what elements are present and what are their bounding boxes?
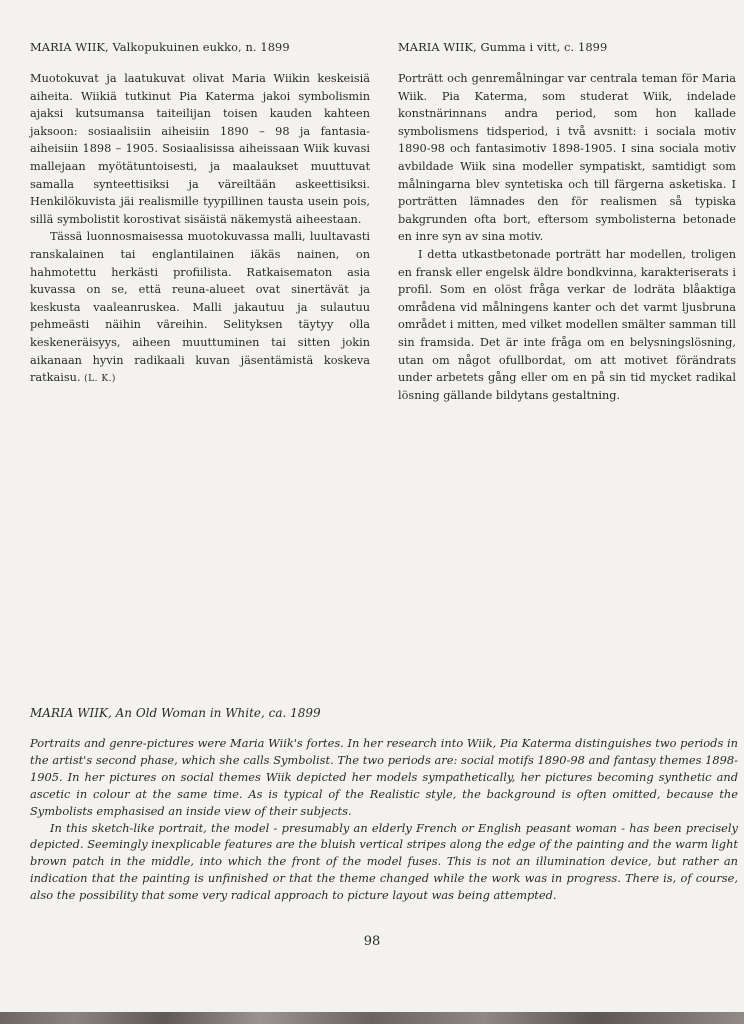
english-paragraph-2: In this sketch-like portrait, the model - presumably an elderly French or English peasant woman - has been precisely depicted. Seemingly inexplicable features are the bluish vertical stripes along the edge of the painting and the warm light brown patch in the middle, into which the front of the model fuses. This is not an illumination device, but rather an indication that the painting is unfinished or that the theme changed while the work was in progress. There is, of course, also the possibility that some very radical approach to picture layout was being attempted. — [30, 820, 738, 903]
finnish-column — [30, 40, 370, 389]
finnish-title: MARIA WIIK, Valkopukuinen eukko, n. 1899 — [30, 40, 290, 54]
english-section — [30, 706, 738, 904]
swedish-title: MARIA WIIK, Gumma i vitt, c. 1899 — [398, 40, 608, 54]
swedish-column — [398, 40, 736, 404]
finnish-paragraph-1: Muotokuvat ja laatukuvat olivat Maria Wiikin keskeisiä aiheita. Wiikiä tutkinut Pia Katerma jakoi symbolismin ajaksi kutsumansa taiteilijan toisen kauden kahteen jaksoon: sosiaalisiin aiheisiin 1890 – 98 ja fantasia-aiheisiin 1898 – 1905. Sosiaalisissa aiheissaan Wiik kuvasi mallejaan myötätuntoisesti, ja maalaukset muuttuvat samalla synteettisiksi ja väreiltään askeettisiksi. Henkilökuvista jäi realismille tyypillinen tausta usein pois, sillä symbolistit korostivat sisäistä näkemystä aiheestaan. — [30, 72, 370, 226]
author-initials: (L. K.) — [84, 374, 116, 385]
english-paragraph-1: Portraits and genre-pictures were Maria Wiik's fortes. In her research into Wiik, Pia Katerma distinguishes two periods in the artist's second phase, which she calls Symbolist. The two periods are: social motifs 1890-98 and fantasy themes 1898-1905. In her pictures on social themes Wiik depicted her models sympathetically, her pictures becoming synthetic and ascetic in colour at the same time. As is typical of the Realistic style, the background is often omitted, because the Symbolists emphasised an inside view of their subjects. — [30, 736, 738, 818]
english-title: MARIA WIIK, An Old Woman in White, ca. 1899 — [30, 706, 321, 720]
page-number: 98 — [363, 934, 381, 949]
finnish-paragraph-2 — [30, 228, 370, 388]
swedish-paragraph-1: Porträtt och genremålningar var centrala teman för Maria Wiik. Pia Katerma, som studerat Wiik, indelade konstnärinnans andra period, som hon kallade symbolismens tidsperiod, i två avsnitt: i sociala motiv 1890-98 och fantasimotiv 1898-1905. I sina sociala motiv avbildade Wiik sina modeller sympatiskt, samtidigt som målningarna blev syntetiska och till färgerna asketiska. I porträtten lämnades den för realismen så typiska bakgrunden ofta bort, eftersom symbolisterna betonade en inre syn av sina motiv. — [398, 72, 736, 244]
scan-bottom-edge — [0, 1012, 744, 1024]
finnish-paragraph-2-text: Tässä luonnosmaisessa muotokuvassa malli, luultavasti ranskalainen tai englantilainen iäkäs nainen, on hahmotettu herkästi profiilista. Ratkaisematon asia kuvassa on se, että reuna-alueet ovat sinertävät ja keskusta vaaleanruskea. Malli jakautuu ja sulautuu pehmeästi näihin väreihin. Selityksen täytyy olla keskeneräisyys, aiheen muuttuminen tai sitten jokin aikanaan hyvin radikaali kuvan jäsentämistä koskeva ratkaisu. — [30, 230, 370, 385]
swedish-paragraph-2: I detta utkastbetonade porträtt har modellen, troligen en fransk eller engelsk äldre bondkvinna, karakteriserats i profil. Som en olöst fråga verkar de lodräta blåaktiga områdena vid målningens kanter och det varmt ljusbruna området i mitten, med vilket modellen smälter samman till sin framsida. Det är inte fråga om en belysningslösning, utan om något ofullbordat, om att motivet förändrats under arbetets gång eller om en på sin tid mycket radikal lösning gällande bildytans gestaltning. — [398, 247, 736, 402]
